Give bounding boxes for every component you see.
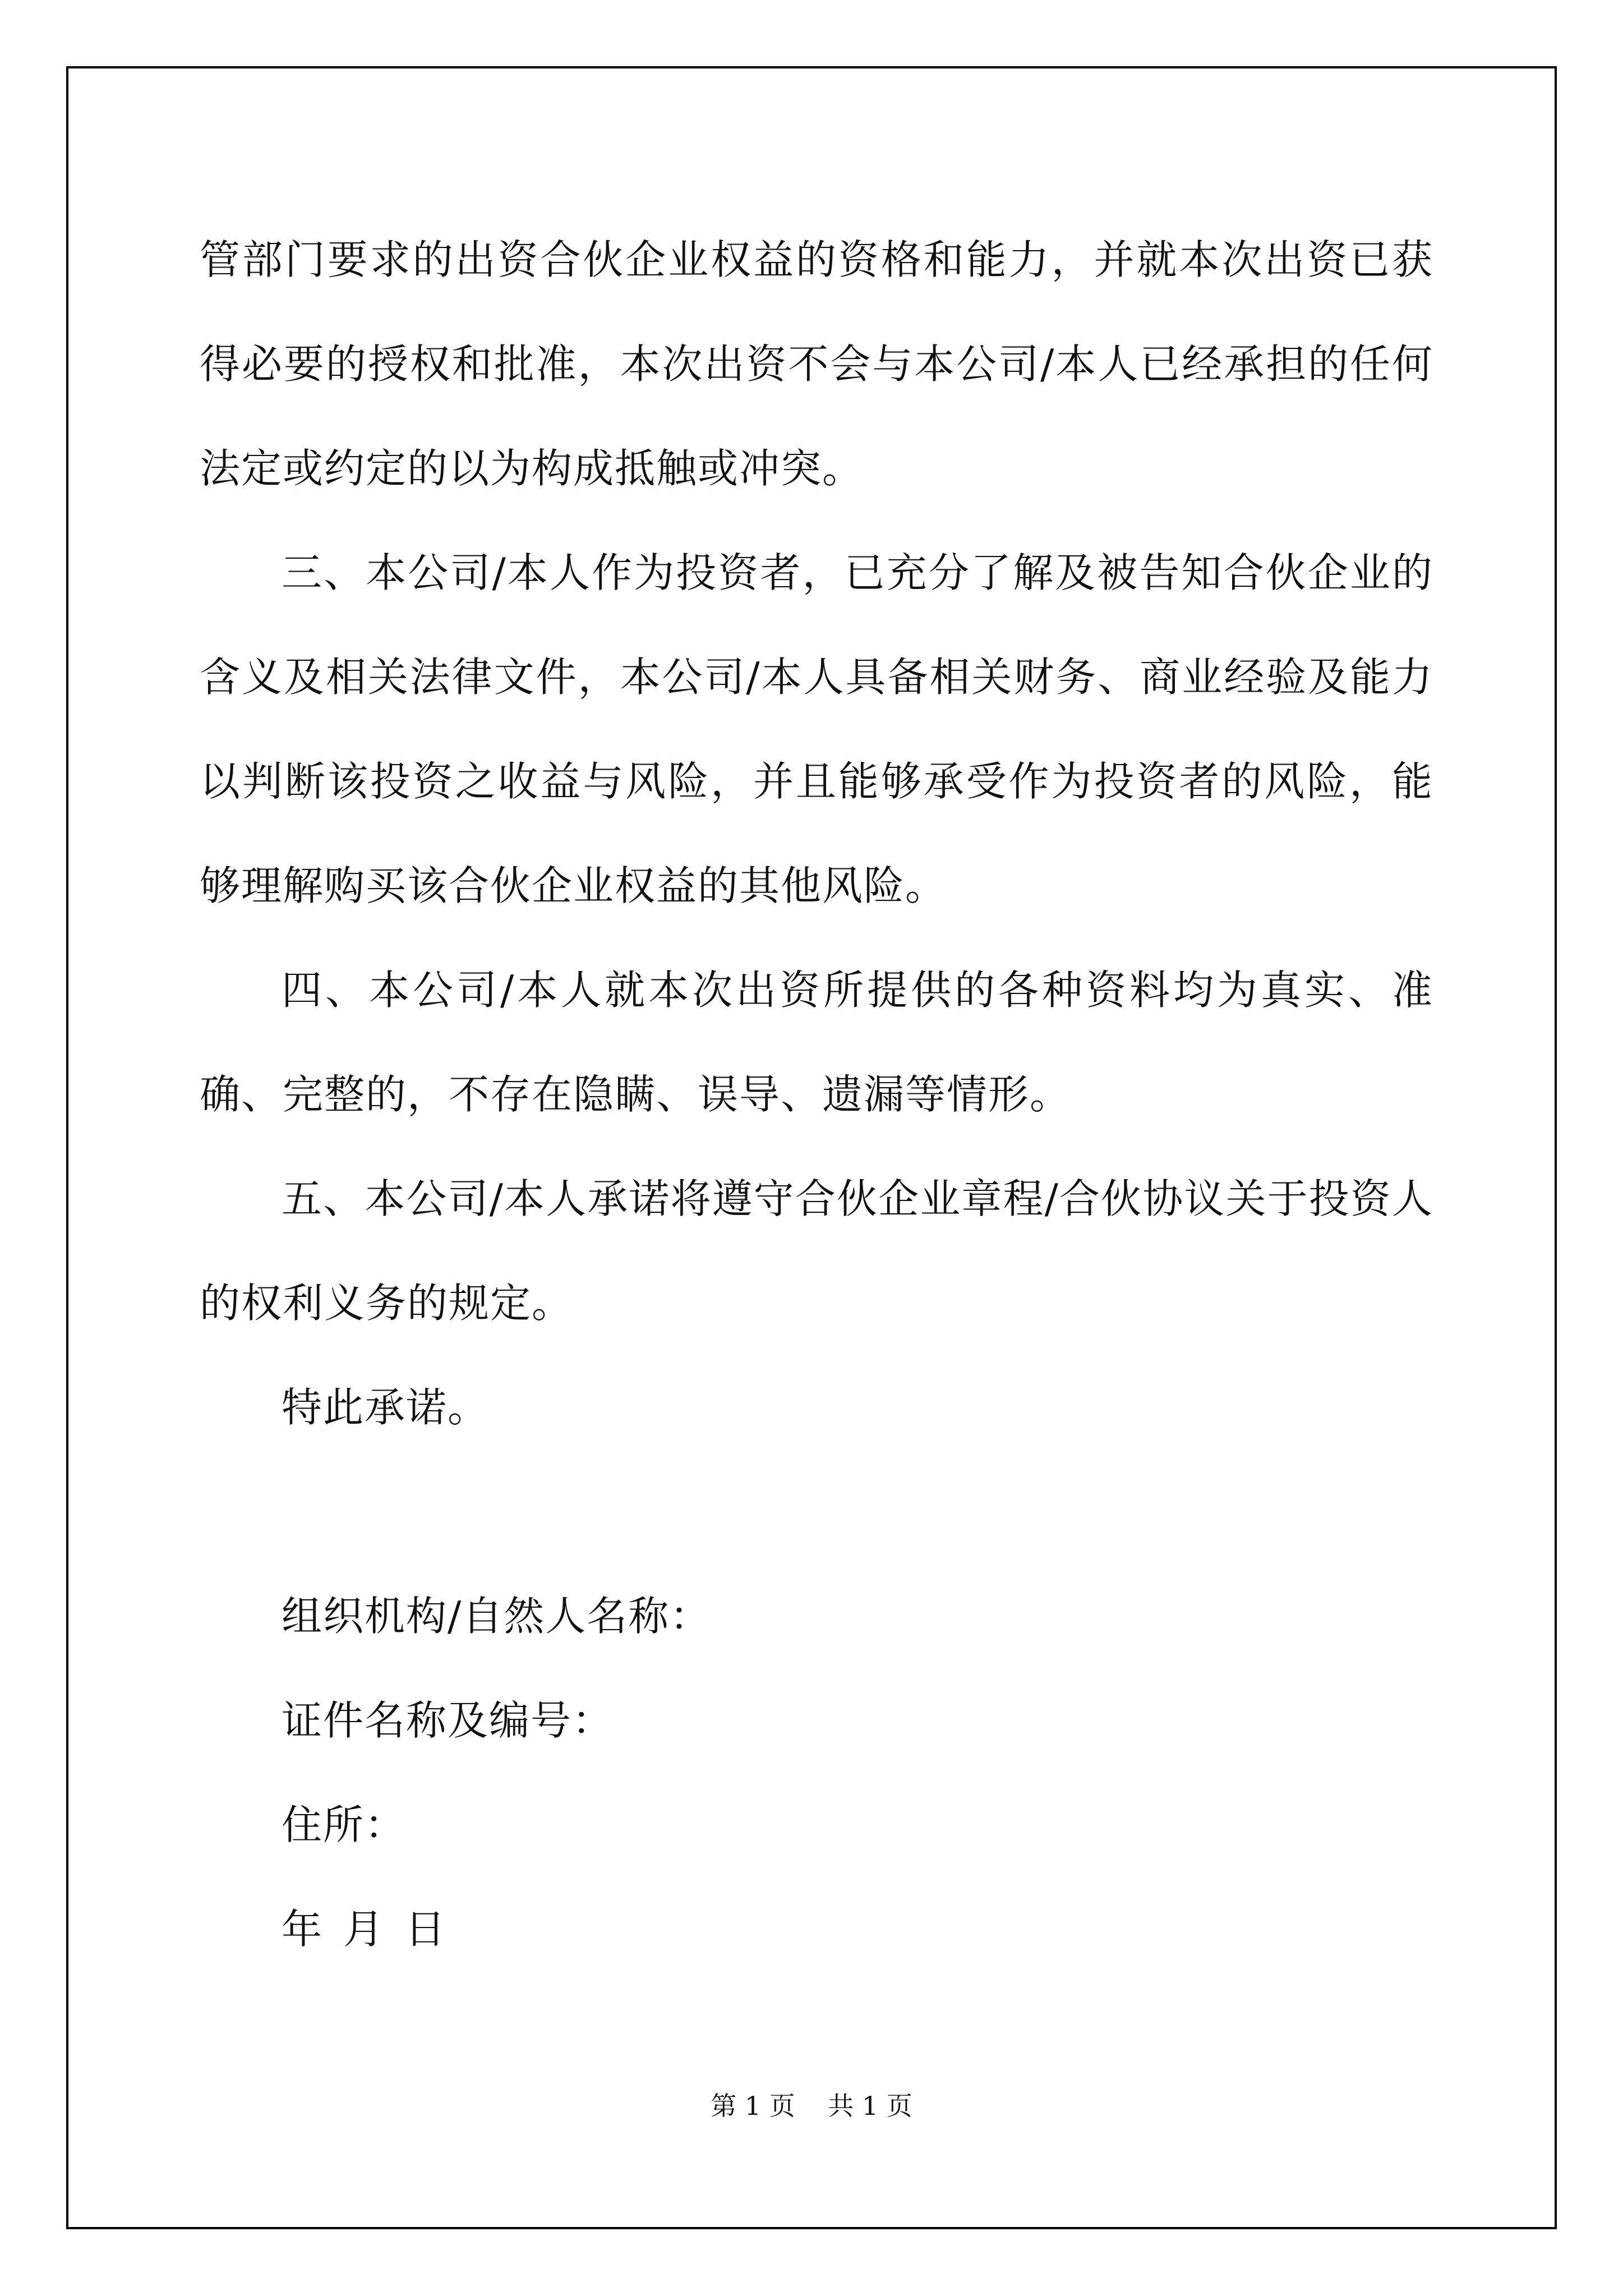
blank-spacer xyxy=(200,1460,1433,1564)
paragraph-closing: 特此承诺。 xyxy=(282,1384,490,1431)
signature-address-label: 住所： xyxy=(282,1801,407,1848)
date-day-label: 日 xyxy=(405,1906,447,1953)
signature-date xyxy=(200,1877,1433,1981)
paragraph-clause-5: 五、本公司/本人承诺将遵守合伙企业章程/合伙协议关于投资人的权利义务的规定。 xyxy=(200,1175,1433,1327)
page-footer: 第 1 页 共 1 页 xyxy=(711,2091,912,2121)
paragraph-continuation: 管部门要求的出资合伙企业权益的资格和能力，并就本次出资已获得必要的授权和批准，本次出资不会与本公司/本人已经承担的任何法定或约定的以为构成抵触或冲突。 xyxy=(200,236,1433,492)
paragraph-clause-3: 三、本公司/本人作为投资者，已充分了解及被告知合伙企业的含义及相关法律文件，本公司/本人具备相关财务、商业经验及能力以判断该投资之收益与风险，并且能够承受作为投资者的风险，能够理解购买该合伙企业权益的其他风险。 xyxy=(200,549,1433,909)
document-body xyxy=(200,208,1433,1981)
date-month-label: 月 xyxy=(343,1906,385,1953)
signature-org-name-label: 组织机构/自然人名称： xyxy=(282,1593,712,1640)
signature-id-label: 证件名称及编号： xyxy=(282,1697,614,1744)
date-year-label: 年 xyxy=(282,1906,324,1953)
paragraph-clause-4: 四、本公司/本人就本次出资所提供的各种资料均为真实、准确、完整的，不存在隐瞒、误导、遗漏等情形。 xyxy=(200,967,1433,1118)
